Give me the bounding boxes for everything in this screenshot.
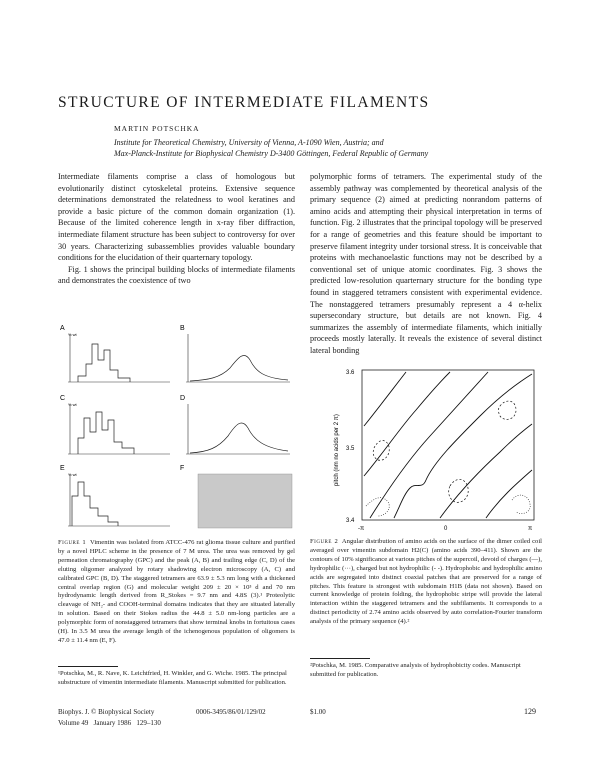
- paragraph: polymorphic forms of tetramers. The experimental study of the assembly pathway was complemented by theoretical analysis of the primary sequence (2) aimed at predicting nonrandom patterns of amino acids and attempting their physical interpretation in terms of function. Fig. 2 illustrates that the principal topology will be preserved for a range of geometries and this feature should be important to preserve filament integrity under torsional stress. It is conceivable that proteins with mechanoelastic functions may not be described by a conventional set of unique atomic coordinates. Fig. 3 shows the predicted low-resolution quarternary structure for the bonding type found in staggered tetramers consistent with experimental evidence. The nonstaggered tetramers presumably represent a 4 α-helix supersecondary structure, but details are not known. Fig. 4 summarizes the assembly of intermediate filaments, which initially proceeds mostly laterally. It reveals the existence of several distinct lateral bonding: [310, 172, 542, 355]
- y-tick: 3.4: [346, 518, 355, 524]
- issn: 0006-3495/86/01/129/02: [196, 708, 266, 716]
- dashed-contours: [373, 401, 516, 502]
- contour-line: [364, 372, 406, 426]
- footnote-1: ¹Potschka, M., R. Nave, K. Leichtfried, H. Winkler, and G. Wiche. 1985. The principal substructure of vimentin intermediate filaments. Manuscript submitted for publication.: [58, 670, 287, 686]
- histogram: [78, 344, 130, 382]
- panel-label: A: [60, 325, 65, 332]
- footnote-rule: [58, 666, 118, 667]
- panel-e: [60, 465, 170, 526]
- contour-line: [449, 479, 469, 502]
- caption-label: Figure 1: [58, 539, 87, 546]
- affiliation-2: Max-Planck-Institute for Biophysical Chemistry D-3400 Göttingen, Federal Republic of Germany: [114, 149, 429, 158]
- x-tick: π: [528, 526, 533, 532]
- contour-line: [394, 374, 532, 518]
- y-tick: 3.6: [346, 370, 355, 376]
- page-number: 129: [524, 707, 536, 716]
- axis-label: % wt: [68, 402, 77, 407]
- panel-label: C: [60, 395, 66, 402]
- affiliation-1: Institute for Theoretical Chemistry, University of Vienna, A-1090 Wien, Austria; and: [114, 138, 384, 147]
- x-tick: -π: [358, 526, 365, 532]
- axis-label: % wt: [68, 472, 77, 477]
- caption-text: Angular distribution of amino acids on the surface of the dimer coiled coil averaged over vimentin subdomain H2(C) (amino acids 390–411). Shown are the contours of 10% significance at various pitches of the supercoil, devoid of charges (—), hydrophilic (···), charged but not hydrophilic (- -). Hydrophobic and hydrophilic amino acids are segregated into distinct coaxial patches that are preserved for a range of pitches. This feature is strongest with subdomain H1B (data not shown). Based on current knowledge of protein folding, the hydrophobic stripe will provide the lateral interaction within the staggered tetramers and the subfilaments. It corresponds to a distinct periodicity of 2.74 amino acids observed by auto correlation-Fourier transform analysis of the primary sequence (4).²: [310, 538, 543, 626]
- panel-label: B: [180, 325, 185, 332]
- author-name: MARTIN POTSCHKA: [114, 124, 200, 133]
- footnote-2: ²Potschka, M. 1985. Comparative analysis of hydrophobicity codes. Manuscript submitted for publication.: [310, 662, 521, 678]
- right-column-text: [310, 171, 542, 357]
- contours: [364, 372, 532, 518]
- footnote-rule: [310, 658, 370, 659]
- panel-c: [60, 395, 170, 454]
- y-tick: 3.5: [346, 446, 355, 452]
- volume-line: Volume 49 January 1986 129–130: [58, 719, 161, 727]
- figure-1: [58, 320, 295, 532]
- histogram: [72, 482, 118, 526]
- contour-line: [373, 441, 389, 461]
- x-tick: 0: [444, 526, 448, 532]
- panel-label: F: [180, 465, 185, 472]
- contour-line: [499, 401, 517, 419]
- panel-b: [180, 325, 290, 382]
- micrograph: [198, 474, 292, 528]
- axis-label: % wt: [68, 332, 77, 337]
- panel-label: E: [60, 465, 65, 472]
- figure-2: [330, 366, 542, 532]
- figure-1-caption: [58, 539, 295, 646]
- panel-a: [60, 325, 170, 382]
- elution-curve: [190, 423, 288, 453]
- panel-label: D: [180, 395, 186, 402]
- elution-curve: [190, 355, 288, 381]
- price: $1.00: [310, 708, 326, 716]
- left-column-text: [58, 171, 295, 287]
- contour-line: [440, 424, 532, 518]
- paper-title: STRUCTURE OF INTERMEDIATE FILAMENTS: [58, 94, 430, 111]
- contour-line: [364, 372, 450, 476]
- contour-line: [512, 495, 530, 514]
- contour-line: [366, 498, 389, 516]
- dotted-contours: [366, 495, 530, 516]
- figure-2-caption: [310, 538, 542, 627]
- panel-d: [180, 395, 290, 454]
- caption-label: Figure 2: [310, 538, 339, 545]
- y-axis-label: pitch (nm no acids per 2 π): [334, 414, 340, 486]
- paragraph: Fig. 1 shows the principal building blocks of intermediate filaments and demonstrates the coexistence of two: [58, 264, 295, 286]
- paragraph: Intermediate filaments comprise a class of homologous but evolutionarily distinct cytoskeletal proteins. Extensive sequence determinations demonstrated the relatedness to wool keratines and provide a basic picture of the common domain organization (1). Because of the limited coherence length in x-ray fiber diffraction, intermediate filament structure has been subject to controversy for over 30 years. Characterizing subassemblies provides valuable boundary conditions for the elucidation of their quarternary topology.: [58, 172, 295, 263]
- histogram: [78, 412, 134, 454]
- contour-line: [370, 372, 488, 518]
- contour-line: [486, 470, 532, 518]
- journal-name: Biophys. J. © Biophysical Society: [58, 708, 155, 716]
- caption-text: Vimentin was isolated from ATCC-476 rat glioma tissue culture and purified by a novel HPLC scheme in the presence of 7 M urea. The urea was removed by gel permeation chromatography (GPC) and the peak (A, B) and trailing edge (C, D) of the eluting oligomer analyzed by rotary shadowing electron microscopy (A, C) and calibrated GPC (B, D). The staggered tetramers are 63.9 ± 5.3 nm long with a thickened central overlap region (G) and molecular weight 209 ± 20 × 10³ d and 70 nm hydrodynamic length derived from R_Stokes = 9.7 nm and 4.8S (3).¹ Proteolytic cleavage of NH₂- and COOH-terminal domains indicates that they are situated laterally in solution. Based on their Stokes radius the 44.8 ± 5.0 nm-long particles are a polymorphic form of nonstaggered tetramers that show terminal knobs in fortuitous cases (H). In 3.5 M urea the average length of the ichenogenous population of oligomers is 47.0 ± 11.4 nm (E, F).: [58, 539, 296, 644]
- panel-f: [180, 465, 292, 528]
